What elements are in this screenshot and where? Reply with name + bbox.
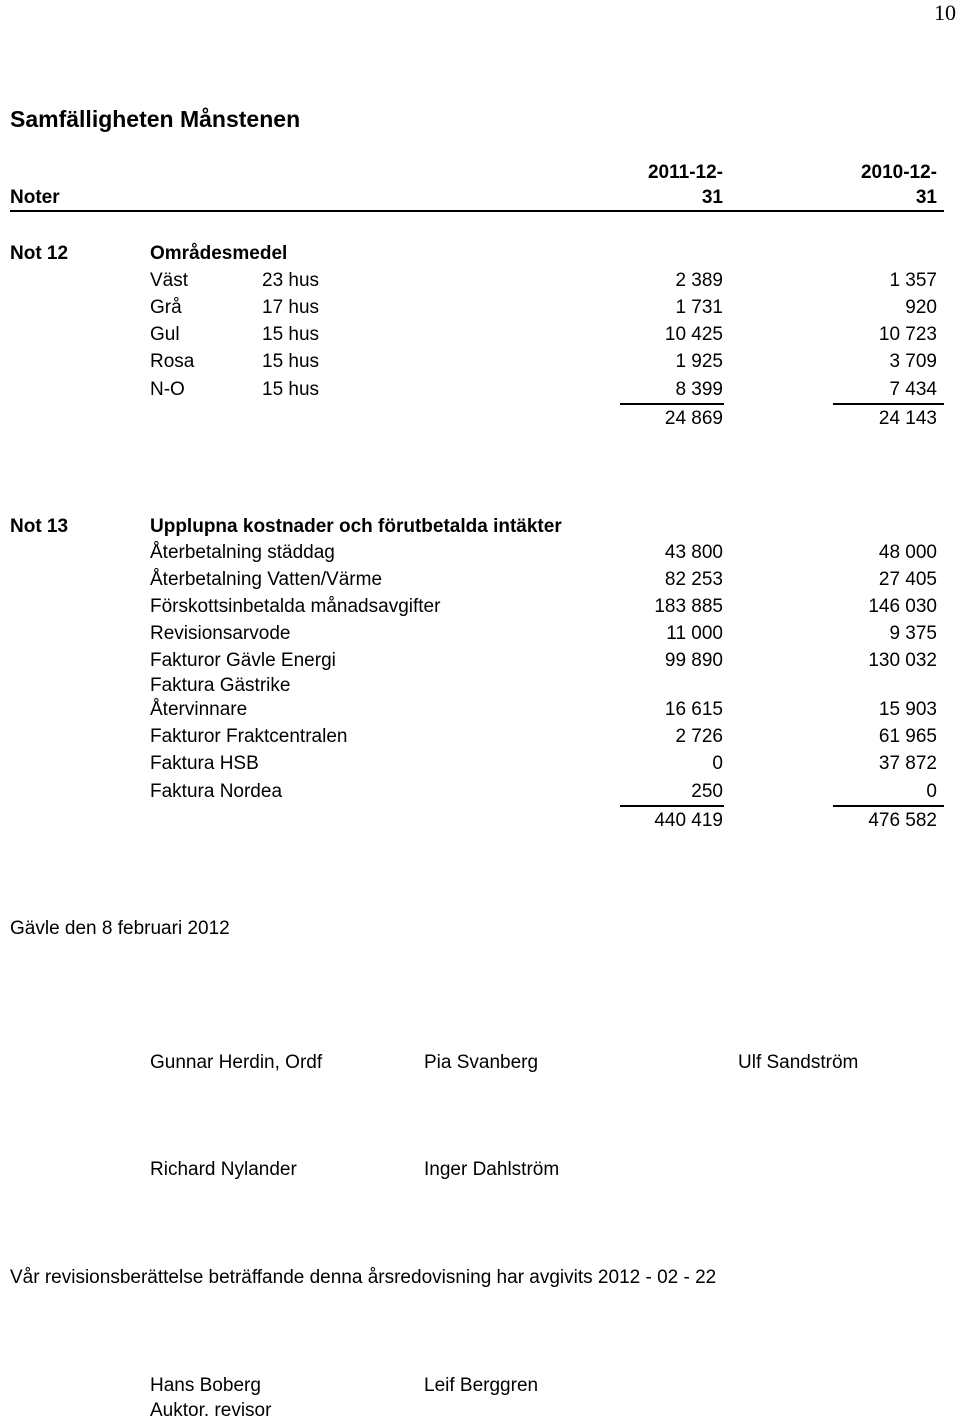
header-rule	[10, 210, 944, 212]
note12-houses: 15 hus	[262, 379, 320, 400]
note13-value-2010: 0	[926, 781, 937, 802]
col1-header-line1: 2011-12-	[647, 162, 723, 183]
note12-houses: 15 hus	[262, 351, 320, 372]
signatory-name: Gunnar Herdin, Ordf	[150, 1052, 323, 1073]
note13-value-2011: 16 615	[664, 699, 723, 720]
note12-area: N-O	[150, 379, 185, 400]
note13-value-2010: 48 000	[878, 542, 937, 563]
note13-item-label: Förskottsinbetalda månadsavgifter	[150, 596, 441, 617]
note13-total-2010: 476 582	[868, 810, 937, 831]
note13-value-2010: 61 965	[878, 726, 937, 747]
col1-header-line2: 31	[701, 187, 723, 208]
note12-area: Rosa	[150, 351, 195, 372]
note13-item-label: Faktura HSB	[150, 753, 259, 774]
place-date: Gävle den 8 februari 2012	[10, 918, 230, 939]
note13-total-2011: 440 419	[654, 810, 723, 831]
note13-sum-rule-2011	[620, 805, 724, 807]
note12-value-2010: 1 357	[889, 270, 937, 291]
note13-value-2011: 0	[712, 753, 723, 774]
note13-item-label: Fakturor Gävle Energi	[150, 650, 336, 671]
signatory-name: Pia Svanberg	[424, 1052, 539, 1073]
note13-item-label: Återbetalning städdag	[150, 542, 335, 563]
note12-value-2010: 3 709	[889, 351, 937, 372]
note13-item-label: Fakturor Fraktcentralen	[150, 726, 348, 747]
note12-label: Not 12	[10, 243, 69, 264]
signatory-name: Richard Nylander	[150, 1159, 297, 1180]
note13-item-label: Återbetalning Vatten/Värme	[150, 569, 383, 590]
note13-sum-rule-2010	[833, 805, 944, 807]
auditor-role: Auktor. revisor	[150, 1400, 272, 1421]
note13-value-2011: 11 000	[666, 623, 723, 644]
note12-houses: 15 hus	[262, 324, 320, 345]
note13-item-label: Faktura Gästrike	[150, 675, 291, 696]
audit-statement: Vår revisionsberättelse beträffande denna årsredovisning har avgivits 2012 - 02 - 22	[10, 1267, 717, 1288]
col2-header-line2: 31	[915, 187, 937, 208]
note13-heading: Upplupna kostnader och förutbetalda intäkter	[150, 516, 562, 537]
note12-value-2010: 7 434	[889, 379, 937, 400]
col2-header-line1: 2010-12-	[860, 162, 937, 183]
note13-value-2010: 37 872	[878, 753, 937, 774]
note12-sum-rule-2010	[833, 403, 944, 405]
page-number: 10	[934, 0, 956, 25]
note13-value-2011: 250	[691, 781, 723, 802]
note13-value-2011: 2 726	[675, 726, 723, 747]
note13-value-2010: 9 375	[889, 623, 937, 644]
note12-value-2010: 10 723	[878, 324, 937, 345]
note13-value-2011: 43 800	[664, 542, 723, 563]
note12-area: Gul	[150, 324, 180, 345]
signatory-name: Ulf Sandström	[738, 1052, 859, 1073]
note12-total-2011: 24 869	[664, 408, 723, 429]
note13-value-2010: 130 032	[868, 650, 937, 671]
note12-heading: Områdesmedel	[150, 243, 288, 264]
note13-item-label: Faktura Nordea	[150, 781, 283, 802]
document-title: Samfälligheten Månstenen	[10, 106, 301, 132]
note12-houses: 17 hus	[262, 297, 320, 318]
note13-item-label-line2: Återvinnare	[150, 699, 248, 720]
note13-value-2010: 15 903	[878, 699, 937, 720]
note13-label: Not 13	[10, 516, 69, 537]
note13-value-2010: 146 030	[868, 596, 937, 617]
note12-total-2010: 24 143	[878, 408, 937, 429]
signatory-name: Inger Dahlström	[424, 1159, 560, 1180]
note12-area: Grå	[150, 297, 182, 318]
note13-value-2011: 82 253	[664, 569, 723, 590]
note12-sum-rule-2011	[620, 403, 724, 405]
note12-value-2011: 1 925	[675, 351, 723, 372]
note12-value-2011: 10 425	[664, 324, 723, 345]
note12-value-2011: 2 389	[675, 270, 723, 291]
auditor-name: Hans Boberg	[150, 1375, 261, 1396]
note13-item-label: Revisionsarvode	[150, 623, 291, 644]
note12-value-2011: 8 399	[675, 379, 723, 400]
note13-value-2011: 99 890	[664, 650, 723, 671]
note13-value-2010: 27 405	[878, 569, 937, 590]
note12-houses: 23 hus	[262, 270, 320, 291]
note12-area: Väst	[150, 270, 189, 291]
noter-header: Noter	[10, 187, 60, 208]
note13-value-2011: 183 885	[654, 596, 723, 617]
note12-value-2011: 1 731	[675, 297, 723, 318]
note12-value-2010: 920	[905, 297, 937, 318]
auditor-name: Leif Berggren	[424, 1375, 539, 1396]
